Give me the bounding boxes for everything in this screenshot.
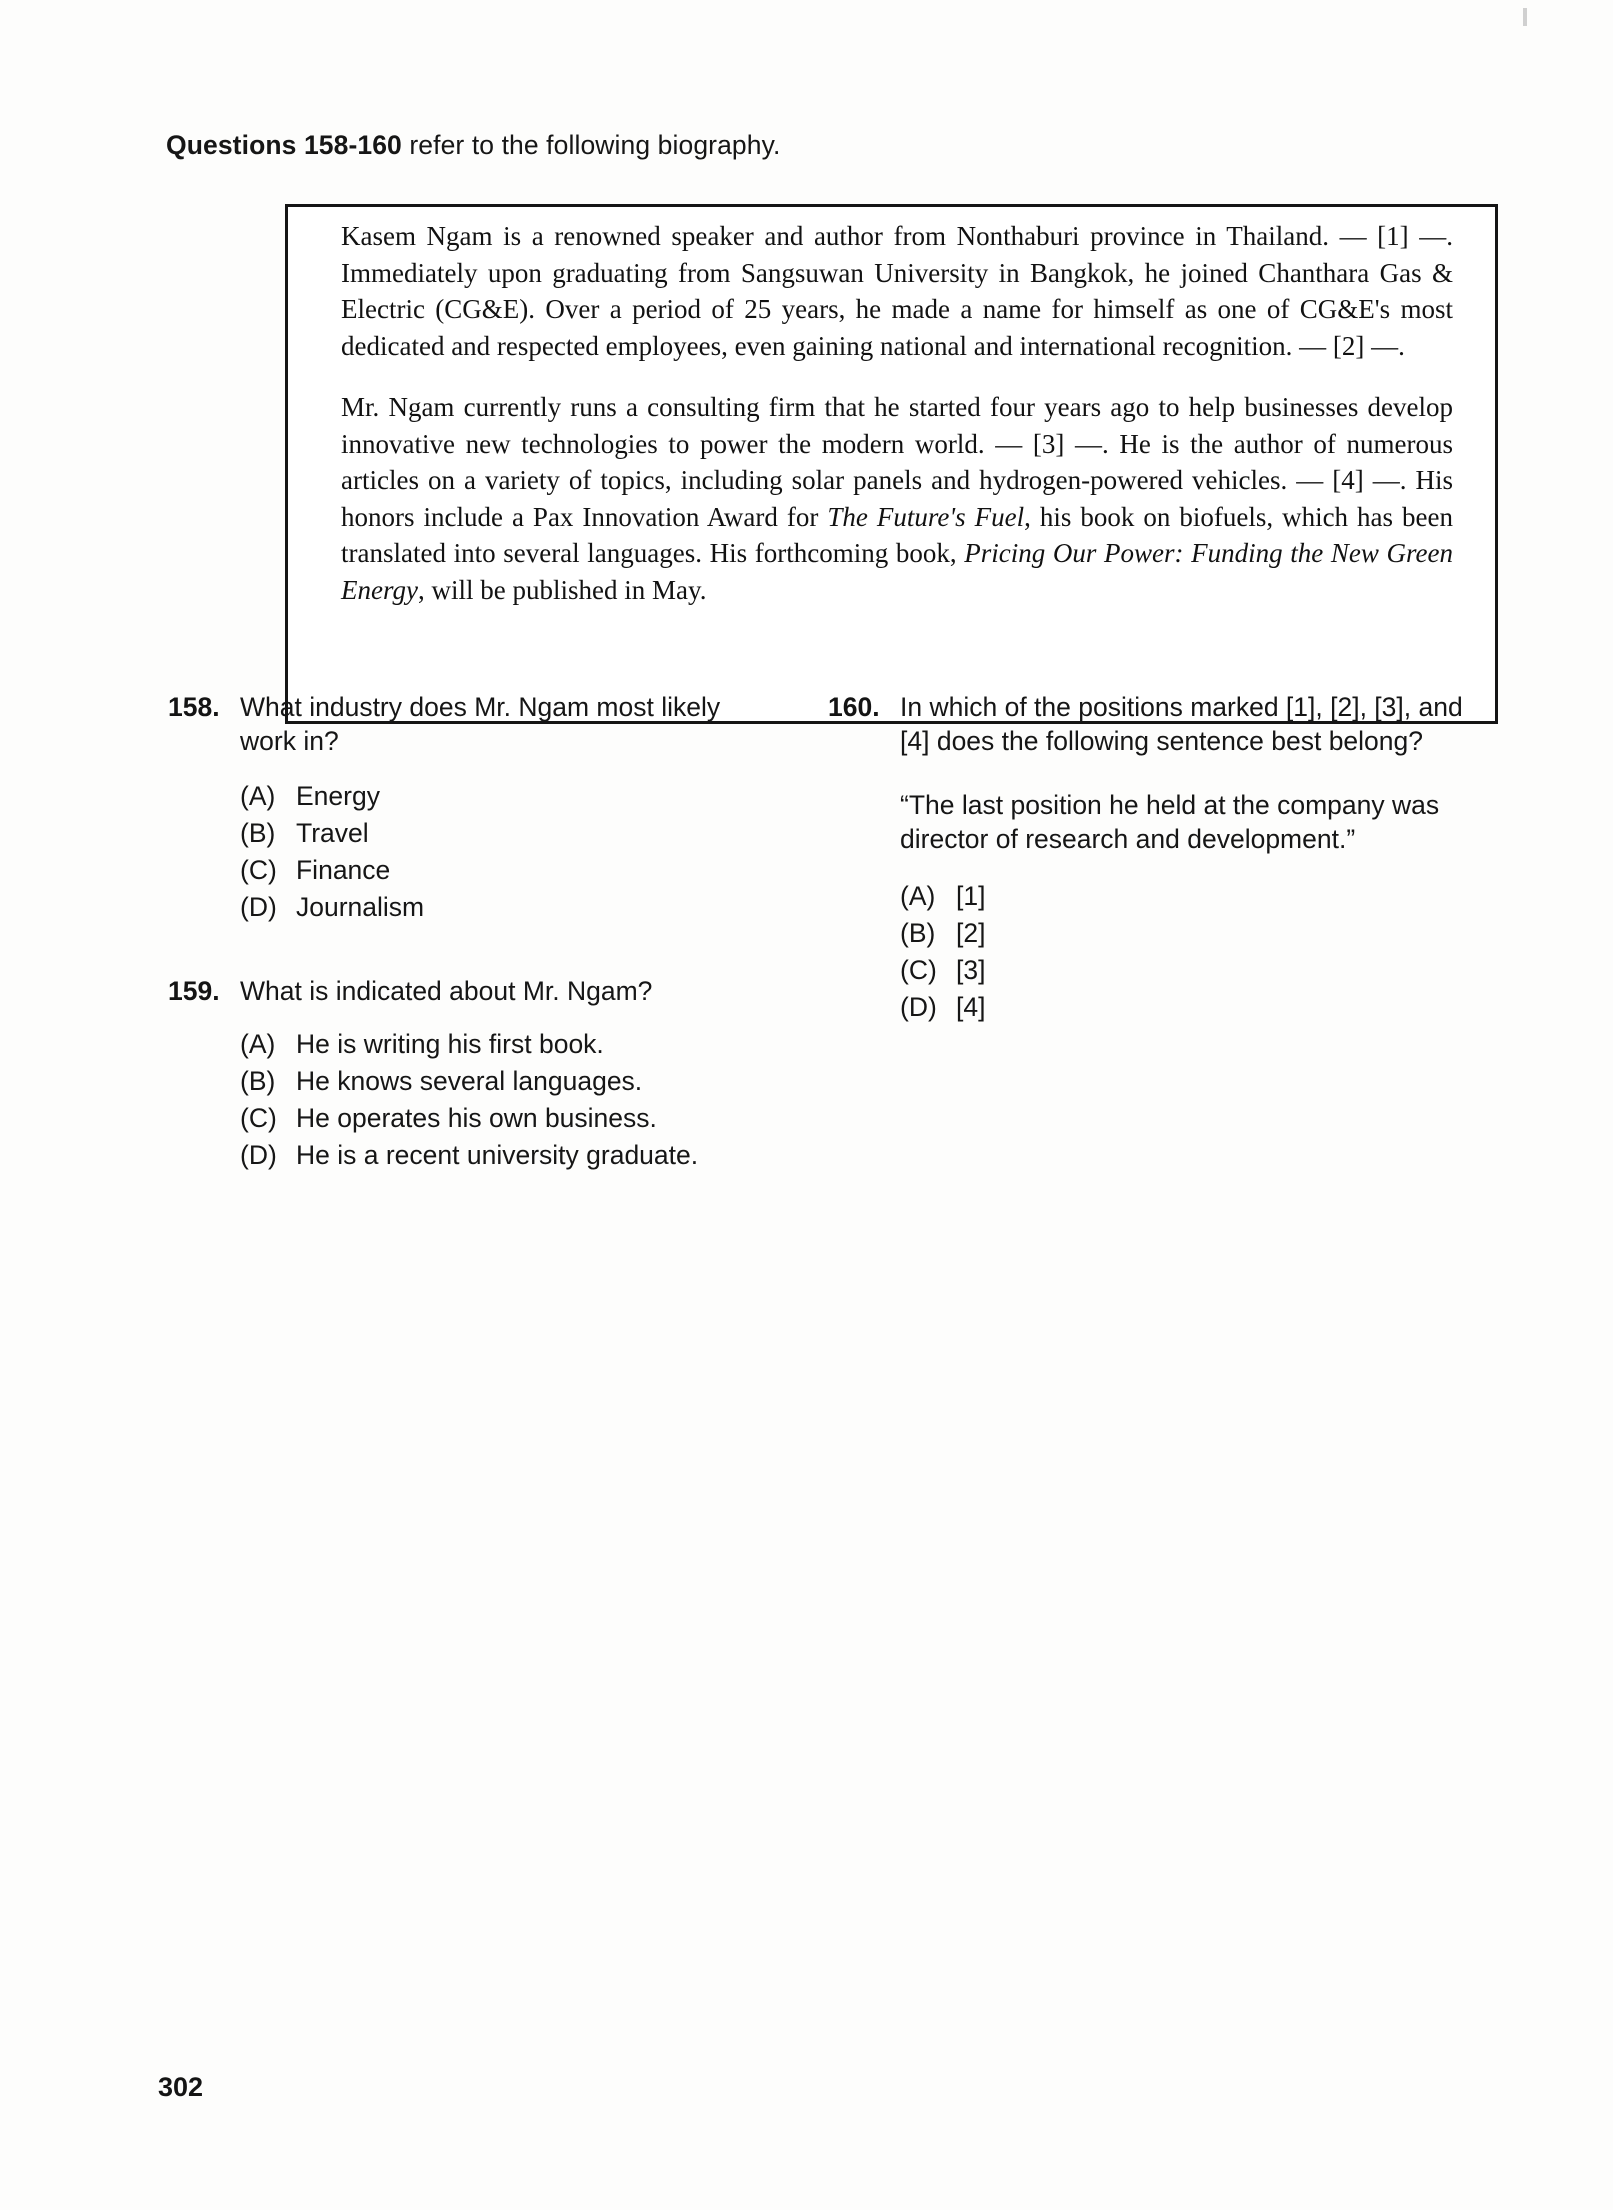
choice-letter: (C) xyxy=(240,1103,277,1133)
choice-letter: (C) xyxy=(900,955,937,985)
book-title-pricing-our-power: Pricing Our Power: Funding the New Green Energy xyxy=(341,538,1453,605)
choice-letter: (D) xyxy=(240,892,277,922)
header-rest-label: refer to the following biography. xyxy=(401,130,781,160)
question-158-choice-d[interactable] xyxy=(240,889,768,926)
page-number: 302 xyxy=(158,2072,204,2102)
passage-paragraph-2-text-b: , his book on biofuels, which has been translated into several languages. His forthcoming book, xyxy=(341,501,1453,568)
choice-text: He is a recent university graduate. xyxy=(296,1140,699,1170)
question-160-header xyxy=(828,690,1478,758)
question-159-header xyxy=(168,974,768,1008)
choice-text: Journalism xyxy=(296,892,425,922)
choice-letter: (A) xyxy=(240,781,276,811)
question-158-choice-b[interactable] xyxy=(240,815,768,852)
choice-text: Energy xyxy=(296,781,380,811)
question-160-choice-d[interactable] xyxy=(900,989,1478,1026)
questions-range-label: Questions 158-160 xyxy=(166,130,402,160)
choice-letter: (A) xyxy=(240,1029,276,1059)
question-159-choice-d[interactable] xyxy=(240,1137,768,1174)
question-160-number: 160. xyxy=(828,692,880,722)
choice-text: Finance xyxy=(296,855,391,885)
page-title xyxy=(166,130,780,161)
question-158-choices xyxy=(240,778,768,926)
choice-text: [3] xyxy=(956,955,986,985)
choice-text: [1] xyxy=(956,881,986,911)
passage-paragraph-2-text-c: , will be published in May. xyxy=(417,574,707,605)
question-160-choice-b[interactable] xyxy=(900,915,1478,952)
question-159-number: 159. xyxy=(168,976,220,1006)
question-158-number: 158. xyxy=(168,692,220,722)
choice-letter: (C) xyxy=(240,855,277,885)
question-159-choice-a[interactable] xyxy=(240,1026,768,1063)
question-159-choices xyxy=(240,1026,768,1174)
choice-letter: (B) xyxy=(240,1066,276,1096)
questions-column-left xyxy=(168,690,768,1214)
scan-artifact xyxy=(1523,8,1527,26)
passage-box xyxy=(285,204,1498,724)
question-158 xyxy=(168,690,768,926)
book-title-future-fuel: The Future's Fuel xyxy=(827,501,1025,532)
questions-column-right xyxy=(828,690,1478,1066)
choice-letter: (D) xyxy=(900,992,937,1022)
question-160-choices xyxy=(900,878,1478,1026)
choice-letter: (A) xyxy=(900,881,936,911)
choice-text: He operates his own business. xyxy=(296,1103,657,1133)
passage-paragraph-2-text-a: Mr. Ngam currently runs a consulting firm that he started four years ago to help businesses develop innovative new technologies to power the modern world. — [3] —. He is the author of numerous articles on a variety of topics, including solar panels and hydrogen-powered vehicles. — [4] —. His honors include a Pax Innovation Award for xyxy=(341,392,1453,532)
choice-letter: (B) xyxy=(900,918,936,948)
question-160-choice-a[interactable] xyxy=(900,878,1478,915)
question-159-choice-c[interactable] xyxy=(240,1100,768,1137)
question-160-choice-c[interactable] xyxy=(900,952,1478,989)
choice-letter: (B) xyxy=(240,818,276,848)
question-160-quoted-sentence: “The last position he held at the company was director of research and development.” xyxy=(900,790,1440,854)
question-159 xyxy=(168,974,768,1174)
choice-letter: (D) xyxy=(240,1140,277,1170)
question-158-text: What industry does Mr. Ngam most likely work in? xyxy=(240,692,721,756)
passage-paragraph-1-text: Kasem Ngam is a renowned speaker and author from Nonthaburi province in Thailand. — [1] —. Immediately upon graduating from Sangsuwan University in Bangkok, he joined Chanthara Gas & Electric (CG&E). Over a period of 25 years, he made a name for himself as one of CG&E's most dedicated and respected employees, even gaining national and international recognition. — [2] —. xyxy=(341,221,1453,361)
choice-text: [4] xyxy=(956,992,986,1022)
choice-text: Travel xyxy=(296,818,369,848)
passage-content xyxy=(341,218,1453,608)
question-158-choice-c[interactable] xyxy=(240,852,768,889)
question-159-text: What is indicated about Mr. Ngam? xyxy=(240,976,653,1006)
question-160-text: In which of the positions marked [1], [2], [3], and [4] does the following sentence best belong? xyxy=(900,692,1463,756)
question-158-choice-a[interactable] xyxy=(240,778,768,815)
choice-text: He knows several languages. xyxy=(296,1066,643,1096)
passage-paragraph-1 xyxy=(341,218,1453,364)
passage-paragraph-2 xyxy=(341,389,1453,608)
choice-text: He is writing his first book. xyxy=(296,1029,604,1059)
question-160 xyxy=(828,690,1478,1026)
question-158-header xyxy=(168,690,768,758)
choice-text: [2] xyxy=(956,918,986,948)
question-159-choice-b[interactable] xyxy=(240,1063,768,1100)
